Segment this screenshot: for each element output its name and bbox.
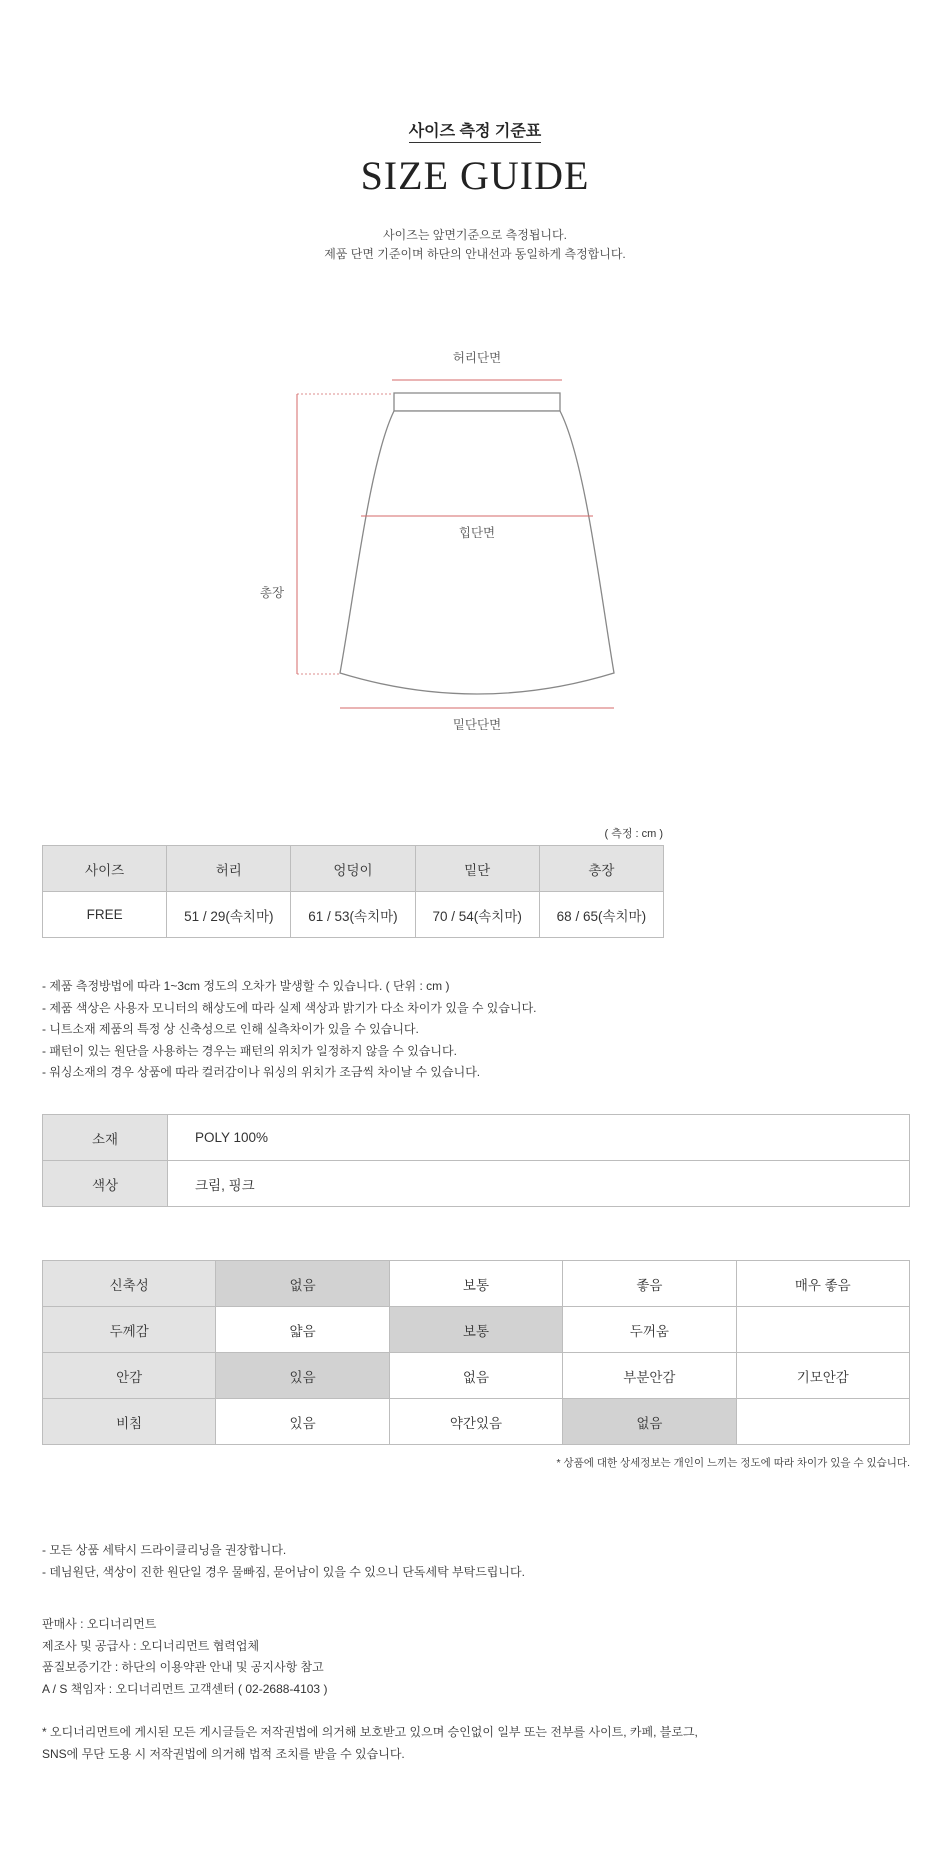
color-label: 색상 <box>43 1161 168 1207</box>
feel-option-selected: 보통 <box>389 1307 562 1353</box>
intro-line: 사이즈는 앞면기준으로 측정됩니다. <box>383 228 567 242</box>
note-item: - 패턴이 있는 원단을 사용하는 경우는 패턴의 위치가 일정하지 않을 수 있습니다. <box>42 1043 457 1058</box>
seller-line: 품질보증기간 : 하단의 이용약관 안내 및 공지사항 참고 <box>42 1660 324 1674</box>
feel-option: 매우 좋음 <box>736 1261 909 1307</box>
feel-option <box>736 1307 909 1353</box>
seller-line: A / S 책임자 : 오디너리먼트 고객센터 ( 02-2688-4103 ) <box>42 1681 328 1696</box>
fabric-feel-table <box>42 1260 910 1445</box>
skirt-body <box>340 411 614 694</box>
table-row <box>43 892 664 938</box>
feel-row-label: 비침 <box>43 1399 216 1445</box>
seller-line: 제조사 및 공급사 : 오디너리먼트 협력업체 <box>42 1638 260 1653</box>
feel-row-thickness <box>43 1307 910 1353</box>
table-cell: 70 / 54(속치마) <box>415 892 539 938</box>
intro-text <box>0 226 950 264</box>
feel-option: 없음 <box>389 1353 562 1399</box>
feel-option: 보통 <box>389 1261 562 1307</box>
header-cell: 사이즈 <box>43 846 167 892</box>
color-row <box>43 1161 910 1207</box>
waist-label: 허리단면 <box>452 351 502 365</box>
size-guide-title-en: SIZE GUIDE <box>360 153 590 198</box>
feel-option: 두꺼움 <box>563 1307 736 1353</box>
table-cell: 68 / 65(속치마) <box>539 892 663 938</box>
skirt-waistband <box>394 393 560 411</box>
feel-row-sheerness <box>43 1399 910 1445</box>
skirt-measurement-diagram <box>0 340 950 740</box>
feel-option: 있음 <box>216 1399 389 1445</box>
feel-option-selected: 없음 <box>216 1261 389 1307</box>
feel-option-selected: 없음 <box>563 1399 736 1445</box>
header-cell: 밑단 <box>415 846 539 892</box>
seller-info <box>42 1614 327 1700</box>
material-value: POLY 100% <box>168 1115 910 1161</box>
header-cell: 엉덩이 <box>291 846 415 892</box>
feel-option: 좋음 <box>563 1261 736 1307</box>
size-table <box>42 845 664 938</box>
washing-line: - 모든 상품 세탁시 드라이클리닝을 권장합니다. <box>42 1543 287 1557</box>
feel-option: 부분안감 <box>563 1353 736 1399</box>
header-cell: 허리 <box>167 846 291 892</box>
header-cell: 총장 <box>539 846 663 892</box>
table-cell: 61 / 53(속치마) <box>291 892 415 938</box>
hip-label: 힙단면 <box>458 526 496 540</box>
feel-option <box>736 1399 909 1445</box>
table-cell: FREE <box>43 892 167 938</box>
color-value: 크림, 핑크 <box>168 1161 910 1207</box>
feel-row-label: 신축성 <box>43 1261 216 1307</box>
feel-row-lining <box>43 1353 910 1399</box>
feel-row-label: 두께감 <box>43 1307 216 1353</box>
feel-option: 얇음 <box>216 1307 389 1353</box>
copyright-line: SNS에 무단 도용 시 저작권법에 의거해 법적 조치를 받을 수 있습니다. <box>42 1746 405 1761</box>
feel-option: 약간있음 <box>389 1399 562 1445</box>
intro-line: 제품 단면 기준이며 하단의 안내선과 동일하게 측정합니다. <box>324 247 626 261</box>
note-item: - 니트소재 제품의 특정 상 신축성으로 인해 실측차이가 있을 수 있습니다. <box>42 1022 419 1036</box>
feel-row-stretch <box>43 1261 910 1307</box>
feel-option: 기모안감 <box>736 1353 909 1399</box>
material-label: 소재 <box>43 1115 168 1161</box>
size-table-header <box>43 846 664 892</box>
length-label: 총장 <box>259 586 285 600</box>
feel-row-label: 안감 <box>43 1353 216 1399</box>
copyright-notice <box>42 1722 698 1765</box>
feel-table-note: * 상품에 대한 상세정보는 개인이 느끼는 정도에 따라 차이가 있을 수 있습니다. <box>556 1457 910 1469</box>
size-guide-title-kr: 사이즈 측정 기준표 <box>0 118 950 141</box>
feel-option-selected: 있음 <box>216 1353 389 1399</box>
material-table <box>42 1114 910 1207</box>
washing-line: - 데님원단, 색상이 진한 원단일 경우 물빠짐, 묻어남이 있을 수 있으니 단독세탁 부탁드립니다. <box>42 1564 525 1579</box>
hem-label: 밑단단면 <box>452 718 502 732</box>
measure-unit: ( 측정 : cm ) <box>604 828 663 840</box>
copyright-line: * 오디너리먼트에 게시된 모든 게시글들은 저작권법에 의거해 보호받고 있으며 승인없이 일부 또는 전부를 사이트, 카페, 블로그, <box>42 1725 698 1739</box>
material-row <box>43 1115 910 1161</box>
washing-info <box>42 1540 525 1583</box>
notes-list <box>42 976 537 1084</box>
note-item: - 워싱소재의 경우 상품에 따라 컬러감이나 워싱의 위치가 조금씩 차이날 수 있습니다. <box>42 1065 481 1079</box>
note-item: - 제품 색상은 사용자 모니터의 해상도에 따라 실제 색상과 밝기가 다소 차이가 있을 수 있습니다. <box>42 1000 537 1015</box>
table-cell: 51 / 29(속치마) <box>167 892 291 938</box>
seller-line: 판매사 : 오디너리먼트 <box>42 1617 157 1631</box>
note-item: - 제품 측정방법에 따라 1~3cm 정도의 오차가 발생할 수 있습니다. ( 단위 : cm ) <box>42 979 450 993</box>
